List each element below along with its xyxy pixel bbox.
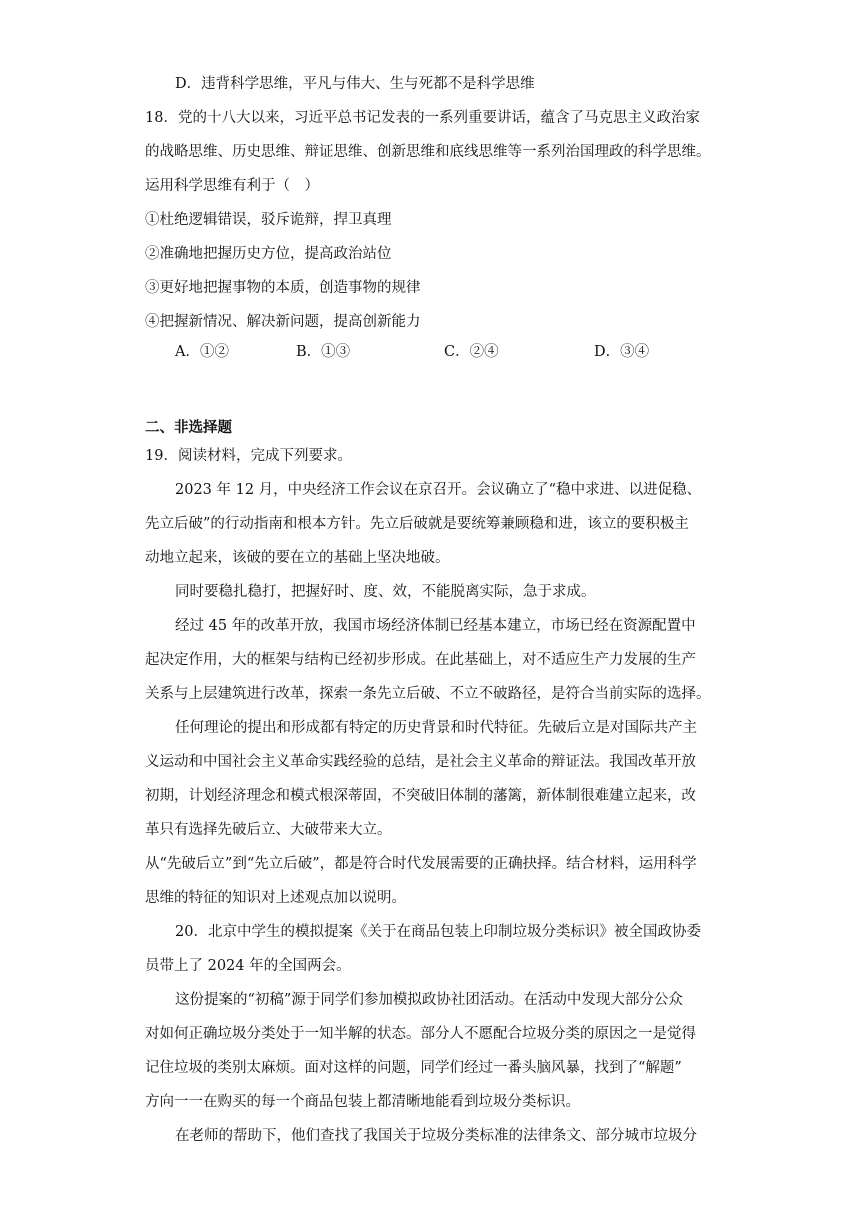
q19-para3-line-1: 经过 45 年的改革开放，我国市场经济体制已经基本建立，市场已经在资源配置中 (175, 618, 696, 634)
q20-intro-line-2: 员带上了 2024 年的全国两会。 (145, 958, 351, 974)
q20-para1-line-4: 方向一一在购买的每一个商品包装上都清晰地能看到垃圾分类标识。 (145, 1094, 580, 1110)
q19-question-line-1: 从“先破后立”到“先立后破”，都是符合时代发展需要的正确抉择。结合材料，运用科学 (145, 856, 697, 872)
q19-para2-line-1: 同时要稳扎稳打，把握好时、度、效，不能脱离实际，急于求成。 (175, 584, 596, 600)
q18-stem-line-3: 运用科学思维有利于（ ） (145, 178, 319, 194)
q20-para1-line-2: 对如何正确垃圾分类处于一知半解的状态。部分人不愿配合垃圾分类的原因之一是觉得 (145, 1026, 696, 1042)
q19-prompt: 19．阅读材料，完成下列要求。 (145, 448, 352, 464)
q19-para4-line-1: 任何理论的提出和形成都有特定的历史背景和时代特征。先破后立是对国际共产主 (175, 720, 697, 736)
q19-para3-line-3: 关系与上层建筑进行改革，探索一条先立后破、不立不破路径，是符合当前实际的选择。 (145, 686, 711, 702)
q19-para4-line-4: 革只有选择先破后立、大破带来大立。 (145, 822, 392, 838)
q18-choices (0, 340, 860, 364)
q19-question-line-2: 思维的特征的知识对上述观点加以说明。 (145, 890, 406, 906)
q19-para1-line-1: 2023 年 12 月，中央经济工作会议在京召开。会议确立了“稳中求进、以进促稳、 (175, 482, 702, 498)
q18-stem-line-2: 的战略思维、历史思维、辩证思维、创新思维和底线思维等一系列治国理政的科学思维。 (145, 144, 711, 160)
choice-a: A．①② (175, 344, 229, 360)
option-d-q17: D．违背科学思维，平凡与伟大、生与死都不是科学思维 (175, 76, 535, 92)
q20-intro-line-1: 20．北京中学生的模拟提案《关于在商品包装上印制垃圾分类标识》被全国政协委 (175, 924, 701, 940)
q18-statement-1: ①杜绝逻辑错误，驳斥诡辩，捍卫真理 (145, 212, 392, 228)
q20-para1-line-3: 记住垃圾的类别太麻烦。面对这样的问题，同学们经过一番头脑风暴，找到了“解题” (145, 1060, 682, 1076)
q19-para1-line-3: 动地立起来，该破的要在立的基础上坚决地破。 (145, 550, 450, 566)
q18-statement-4: ④把握新情况、解决新问题，提高创新能力 (145, 314, 421, 330)
q18-statement-3: ③更好地把握事物的本质，创造事物的规律 (145, 280, 421, 296)
q18-stem-line-1: 18．党的十八大以来，习近平总书记发表的一系列重要讲话，蕴含了马克思主义政治家 (145, 110, 700, 126)
q18-statement-2: ②准确地把握历史方位，提高政治站位 (145, 246, 392, 262)
q19-para4-line-2: 义运动和中国社会主义革命实践经验的总结，是社会主义革命的辩证法。我国改革开放 (145, 754, 696, 770)
section-heading: 二、非选择题 (145, 420, 232, 436)
q19-para3-line-2: 起决定作用，大的框架与结构已经初步形成。在此基础上，对不适应生产力发展的生产 (145, 652, 696, 668)
q19-para1-line-2: 先立后破”的行动指南和根本方针。先立后破就是要统筹兼顾稳和进，该立的要积极主 (145, 516, 689, 532)
q19-para4-line-3: 初期，计划经济理念和模式根深蒂固，不突破旧体制的藩篱，新体制很难建立起来，改 (145, 788, 696, 804)
q20-para2-line-1: 在老师的帮助下，他们查找了我国关于垃圾分类标准的法律条文、部分城市垃圾分 (175, 1128, 697, 1144)
choice-c: C．②④ (444, 344, 499, 360)
q20-para1-line-1: 这份提案的“初稿”源于同学们参加模拟政协社团活动。在活动中发现大部分公众 (175, 992, 683, 1008)
choice-d: D．③④ (594, 344, 650, 360)
choice-b: B．①③ (296, 344, 351, 360)
